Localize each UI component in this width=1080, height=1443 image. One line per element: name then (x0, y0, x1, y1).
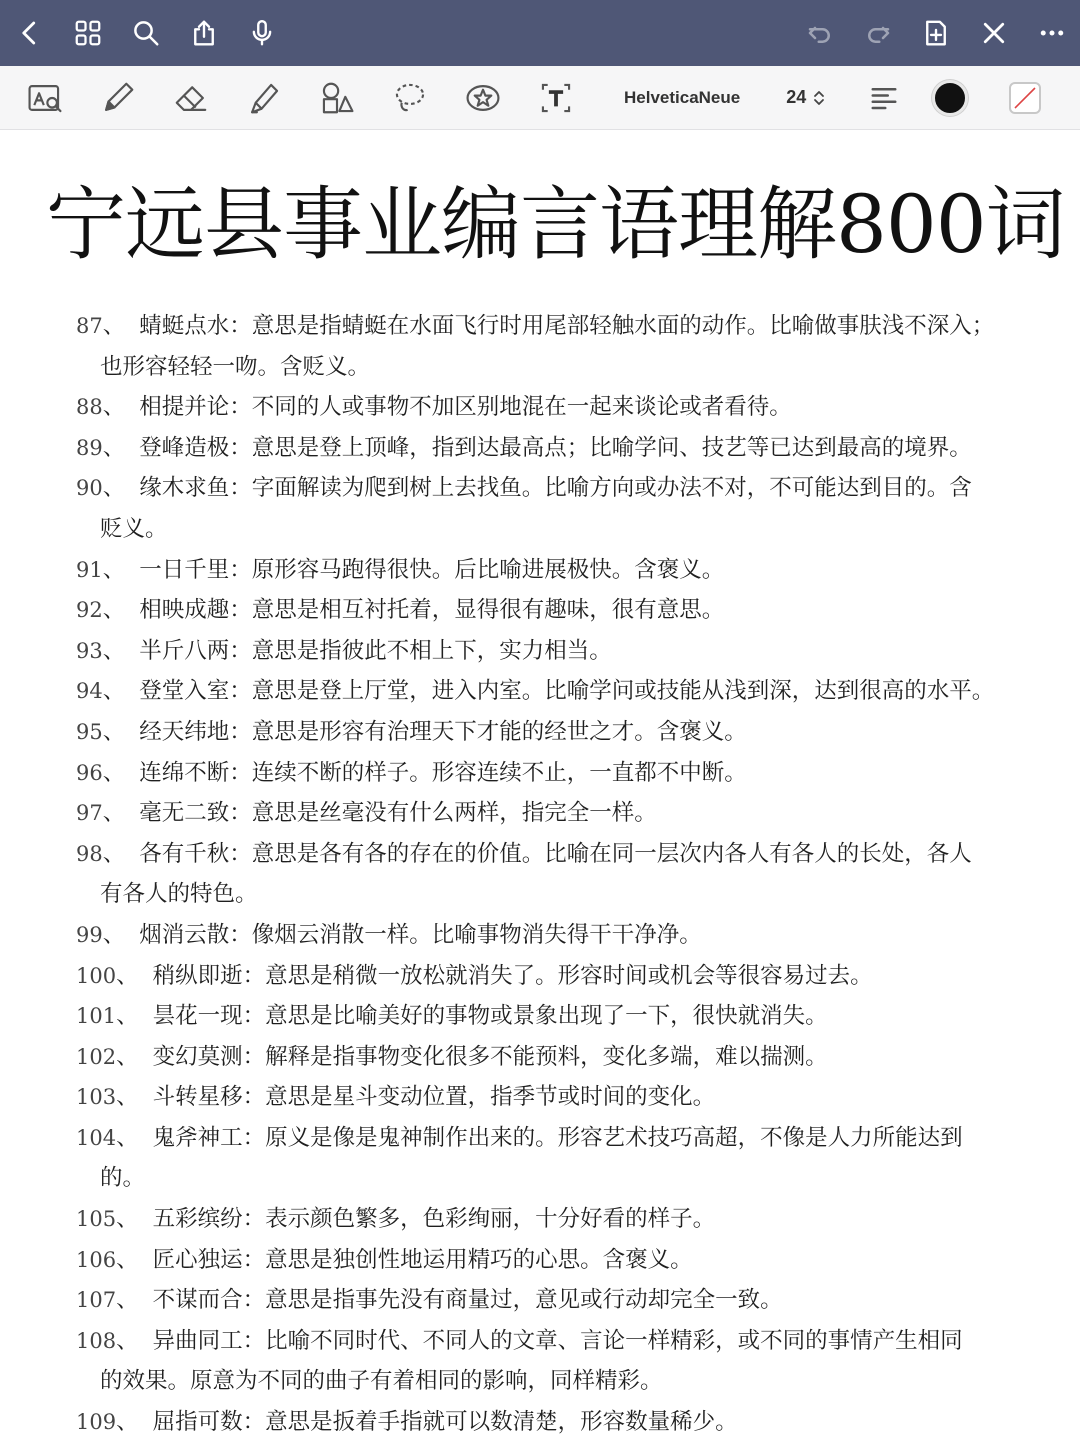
idiom-entry (76, 1280, 1036, 1321)
entry-text: 变幻莫测：解释是指事物变化很多不能预料，变化多端，难以揣测。 (152, 1043, 828, 1070)
entry-text: 登堂入室：意思是登上厅堂，进入内室。比喻学问或技能从浅到深，达到很高的水平。 (139, 678, 995, 705)
back-button[interactable] (12, 13, 48, 53)
idiom-entry (76, 712, 1036, 753)
entry-number: 102 (76, 1044, 117, 1069)
search-icon (131, 18, 161, 48)
entry-separator: 、 (102, 718, 126, 745)
entry-text: 连绵不断：连续不断的样子。形容连续不止，一直都不中断。 (139, 759, 747, 786)
entry-separator: 、 (102, 434, 126, 461)
idiom-entry (76, 306, 1036, 387)
entry-number: 93 (76, 638, 103, 663)
stepper-chevrons-icon (812, 89, 826, 107)
close-icon (979, 18, 1009, 48)
idiom-list (76, 306, 1036, 1443)
text-align-button[interactable] (864, 78, 904, 118)
entry-number: 87 (76, 314, 103, 338)
text-tool-icon (537, 79, 575, 117)
idiom-entry (76, 428, 1036, 469)
entry-text: 毫无二致：意思是丝毫没有什么两样，指完全一样。 (139, 800, 657, 827)
undo-button[interactable] (802, 13, 838, 53)
more-button[interactable] (1034, 13, 1070, 53)
lasso-tool[interactable] (387, 75, 433, 121)
align-left-icon (869, 83, 899, 113)
entry-separator: 、 (102, 475, 126, 502)
entry-text: 鬼斧神工：原义是像是鬼神制作出来的。形容艺术技巧高超，不像是人力所能达到 (152, 1124, 963, 1151)
entry-number: 98 (76, 841, 103, 866)
highlighter-tool[interactable] (241, 75, 287, 121)
entry-number: 89 (76, 435, 103, 460)
entry-text-continued: 贬义。 (100, 515, 168, 542)
idiom-entry (76, 1037, 1036, 1078)
entry-text: 昙花一现：意思是比喻美好的事物或景象出现了一下，很快就消失。 (152, 1003, 828, 1030)
annotation-toolbar (0, 66, 1080, 130)
thumbnails-button[interactable] (70, 13, 106, 53)
text-tool[interactable] (533, 75, 579, 121)
chevron-left-icon (15, 18, 45, 48)
entry-number: 101 (76, 1004, 117, 1029)
entry-text: 登峰造极：意思是登上顶峰，指到达最高点；比喻学问、技艺等已达到最高的境界。 (139, 434, 972, 461)
no-fill-icon[interactable] (1008, 81, 1042, 115)
entry-number: 97 (76, 801, 103, 826)
add-page-button[interactable] (918, 13, 954, 53)
entry-text: 异曲同工：比喻不同时代、不同人的文章、言论一样精彩，或不同的事情产生相同 (152, 1327, 963, 1354)
top-bar-right-group (802, 13, 1070, 53)
font-size-value: 24 (786, 87, 807, 107)
entry-number: 95 (76, 719, 103, 744)
entry-text: 半斤八两：意思是指彼此不相上下，实力相当。 (139, 637, 612, 664)
entry-text: 缘木求鱼：字面解读为爬到树上去找鱼。比喻方向或办法不对，不可能达到目的。含 (139, 475, 972, 502)
entry-text-continued: 的。 (100, 1165, 146, 1192)
pen-icon (99, 79, 137, 117)
entry-separator: 、 (116, 1084, 139, 1111)
idiom-entry (76, 915, 1036, 956)
entry-number: 90 (76, 476, 103, 501)
entry-text: 屈指可数：意思是扳着手指就可以数清楚，形容数量稀少。 (152, 1409, 738, 1436)
entry-separator: 、 (116, 1409, 139, 1436)
entry-separator: 、 (102, 637, 126, 664)
text-color-swatch[interactable] (932, 80, 968, 116)
entry-text: 经天纬地：意思是形容有治理天下才能的经世之才。含褒义。 (139, 718, 747, 745)
undo-icon (805, 18, 835, 48)
entry-text: 五彩缤纷：表示颜色繁多，色彩绚丽，十分好看的样子。 (152, 1206, 716, 1233)
entry-separator: 、 (102, 556, 126, 583)
entry-text: 不谋而合：意思是指事先没有商量过，意见或行动却完全一致。 (152, 1287, 783, 1314)
lasso-icon (391, 79, 429, 117)
idiom-entry (76, 671, 1036, 712)
entry-number: 99 (76, 922, 103, 947)
entry-separator: 、 (102, 800, 126, 827)
grid-icon (73, 18, 103, 48)
entry-text: 相提并论：不同的人或事物不加区别地混在一起来谈论或者看待。 (139, 394, 792, 421)
entry-text-continued: 有各人的特色。 (100, 881, 258, 908)
idiom-entry (76, 1118, 1036, 1199)
redo-button[interactable] (860, 13, 896, 53)
entry-number: 104 (76, 1125, 117, 1150)
entry-text: 烟消云散：像烟云消散一样。比喻事物消失得干干净净。 (139, 921, 702, 948)
idiom-entry (76, 753, 1036, 794)
entry-text: 斗转星移：意思是星斗变动位置，指季节或时间的变化。 (152, 1084, 716, 1111)
idiom-entry (76, 631, 1036, 672)
entry-separator: 、 (102, 840, 126, 867)
app-top-bar (0, 0, 1080, 66)
idiom-entry (76, 1402, 1036, 1443)
share-icon (189, 18, 219, 48)
entry-separator: 、 (116, 1206, 139, 1233)
entry-separator: 、 (102, 597, 126, 624)
idiom-entry (76, 996, 1036, 1037)
idiom-entry (76, 1240, 1036, 1281)
add-page-icon (921, 18, 951, 48)
shapes-icon (318, 79, 356, 117)
entry-number: 108 (76, 1328, 117, 1353)
entry-number: 107 (76, 1288, 117, 1313)
entry-text-continued: 的效果。原意为不同的曲子有着相同的影响，同样精彩。 (100, 1368, 663, 1395)
entry-separator: 、 (116, 1003, 139, 1030)
font-size-select[interactable] (786, 87, 826, 108)
entry-separator: 、 (116, 1043, 139, 1070)
entry-text: 蜻蜓点水：意思是指蜻蜓在水面飞行时用尾部轻触水面的动作。比喻做事肤浅不深入； (139, 313, 995, 339)
idiom-entry (76, 550, 1036, 591)
font-family-select[interactable]: HelveticaNeue (624, 87, 741, 107)
share-button[interactable] (186, 13, 222, 53)
redo-icon (863, 18, 893, 48)
entry-number: 88 (76, 395, 103, 420)
entry-separator: 、 (116, 1124, 139, 1151)
idiom-entry (76, 1199, 1036, 1240)
idiom-entry (76, 468, 1036, 549)
search-button[interactable] (128, 13, 164, 53)
eraser-icon (172, 79, 210, 117)
close-button[interactable] (976, 13, 1012, 53)
idiom-entry (76, 387, 1036, 428)
sticker-icon (464, 79, 502, 117)
entry-separator: 、 (116, 1246, 139, 1273)
shapes-tool[interactable] (314, 75, 360, 121)
entry-separator: 、 (116, 962, 139, 989)
pen-tool[interactable] (95, 75, 141, 121)
entry-separator: 、 (116, 1287, 139, 1314)
entry-separator: 、 (102, 313, 126, 339)
entry-text: 稍纵即逝：意思是稍微一放松就消失了。形容时间或机会等很容易过去。 (152, 962, 873, 989)
entry-number: 103 (76, 1085, 117, 1110)
entry-separator: 、 (102, 678, 126, 705)
more-icon (1037, 18, 1067, 48)
entry-number: 100 (76, 963, 117, 988)
entry-text: 匠心独运：意思是独创性地运用精巧的心思。含褒义。 (152, 1246, 693, 1273)
microphone-icon (247, 18, 277, 48)
idiom-entry (76, 793, 1036, 834)
entry-text-continued: 也形容轻轻一吻。含贬义。 (100, 353, 371, 380)
entry-number: 109 (76, 1410, 117, 1435)
document-title: 宁远县事业编言语理解800词 (46, 178, 1065, 271)
entry-separator: 、 (116, 1327, 139, 1354)
entry-number: 105 (76, 1207, 117, 1232)
entry-separator: 、 (102, 394, 126, 421)
highlighter-icon (245, 79, 283, 117)
read-mode-tool[interactable] (22, 75, 68, 121)
sticker-tool[interactable] (460, 75, 506, 121)
entry-separator: 、 (102, 921, 126, 948)
entry-number: 106 (76, 1247, 117, 1272)
eraser-tool[interactable] (168, 75, 214, 121)
dictation-button[interactable] (244, 13, 280, 53)
entry-number: 94 (76, 679, 103, 704)
entry-text: 各有千秋：意思是各有各的存在的价值。比喻在同一层次内各人有各人的长处，各人 (139, 840, 972, 867)
idiom-entry (76, 956, 1036, 997)
read-mode-icon (26, 79, 64, 117)
entry-number: 92 (76, 598, 103, 623)
idiom-entry (76, 1321, 1036, 1402)
entry-text: 相映成趣：意思是相互衬托着，显得很有趣味，很有意思。 (139, 597, 725, 624)
idiom-entry (76, 1077, 1036, 1118)
top-bar-left-group (12, 13, 280, 53)
idiom-entry (76, 834, 1036, 915)
entry-separator: 、 (102, 759, 126, 786)
entry-text: 一日千里：原形容马跑得很快。后比喻进展极快。含褒义。 (139, 556, 725, 583)
entry-number: 96 (76, 760, 103, 785)
idiom-entry (76, 590, 1036, 631)
entry-number: 91 (76, 557, 103, 582)
